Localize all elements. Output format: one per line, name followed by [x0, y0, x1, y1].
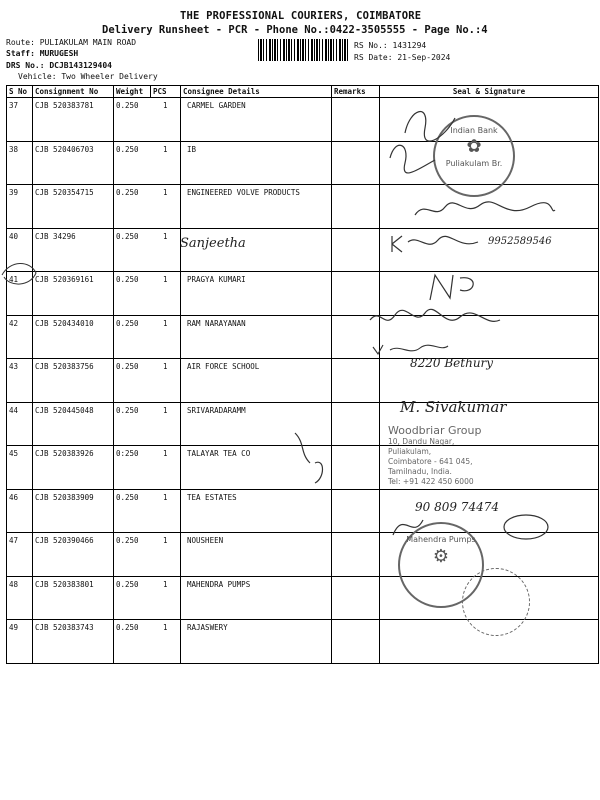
company-title: THE PROFESSIONAL COURIERS, COIMBATORE: [180, 10, 422, 22]
row-remarks: [332, 402, 380, 446]
table-row: [7, 315, 599, 359]
faint-round-stamp: [462, 568, 530, 636]
row-sno: 45: [7, 446, 33, 490]
pen-mark-row41: [0, 255, 40, 295]
row-remarks: [332, 576, 380, 620]
row-weight: 0.250: [114, 315, 151, 359]
row-weight: 0.250: [114, 98, 151, 142]
signature-row45-46: [290, 428, 335, 488]
route-label: Route: PULIAKULAM MAIN ROAD: [6, 38, 137, 47]
row-consignee-details: CARMEL GARDEN: [181, 98, 332, 142]
row-consignment-no: CJB 520383743: [33, 620, 114, 664]
row-consignee-details: ENGINEERED VOLVE PRODUCTS: [181, 185, 332, 229]
row-consignment-no: CJB 34296: [33, 228, 114, 272]
row-consignee-details: TEA ESTATES: [181, 489, 332, 533]
row-sno: 48: [7, 576, 33, 620]
row-sno: 41: [7, 272, 33, 316]
signature-row42: [365, 305, 505, 333]
row-consignment-no: CJB 520445048: [33, 402, 114, 446]
row-sno: 40: [7, 228, 33, 272]
signature-row40-name: Sanjeetha: [180, 236, 246, 251]
signature-row43-phone: 8220 Bethury: [410, 356, 494, 370]
row-pcs: 1: [151, 228, 181, 272]
row-weight: 0.250: [114, 359, 151, 403]
row-consignment-no: CJB 520383926: [33, 446, 114, 490]
row-remarks: [332, 359, 380, 403]
mahendra-stamp: Mahendra Pumps ⚙: [398, 522, 484, 608]
rs-number: RS No.: 1431294: [354, 41, 427, 50]
row-remarks: [332, 185, 380, 229]
row-weight: 0.250: [114, 489, 151, 533]
row-sno: 38: [7, 141, 33, 185]
staff-label: Staff: MURUGESH: [6, 49, 79, 58]
signature-row47-phone: 90 809 74474: [415, 500, 499, 514]
signature-row37-38: [385, 98, 465, 188]
row-consignee-details: RAJASWERY: [181, 620, 332, 664]
runsheet-title: Delivery Runsheet - PCR - Phone No.:0422-3505555 - Page No.:4: [102, 24, 488, 36]
row-remarks: [332, 620, 380, 664]
row-pcs: 1: [151, 185, 181, 229]
signature-row39: [410, 195, 560, 225]
row-weight: 0.250: [114, 272, 151, 316]
row-weight: 0.250: [114, 141, 151, 185]
row-consignee-details: NOUSHEEN: [181, 533, 332, 577]
row-pcs: 1: [151, 446, 181, 490]
signature-row40: [388, 232, 488, 256]
row-consignment-no: CJB 520383781: [33, 98, 114, 142]
signature-row44: M. Sivakumar: [400, 398, 507, 416]
table-row: [7, 272, 599, 316]
row-consignee-details: SRIVARADARAMM: [181, 402, 332, 446]
row-sno: 39: [7, 185, 33, 229]
row-weight: 0.250: [114, 576, 151, 620]
row-remarks: [332, 98, 380, 142]
row-remarks: [332, 489, 380, 533]
row-consignee-details: RAM NARAYANAN: [181, 315, 332, 359]
signature-row40-phone: 9952589546: [488, 236, 552, 247]
row-pcs: 1: [151, 141, 181, 185]
row-pcs: 1: [151, 576, 181, 620]
row-sno: 46: [7, 489, 33, 533]
row-weight: 0.250: [114, 402, 151, 446]
col-details: Consignee Details: [181, 86, 332, 98]
col-sno: S No: [7, 86, 33, 98]
row-consignee-details: TALAYAR TEA CO: [181, 446, 332, 490]
row-sno: 43: [7, 359, 33, 403]
row-sno: 42: [7, 315, 33, 359]
row-consignment-no: CJB 520390466: [33, 533, 114, 577]
row-remarks: [332, 228, 380, 272]
vehicle-label: Vehicle: Two Wheeler Delivery: [18, 72, 158, 81]
row-consignee-details: IB: [181, 141, 332, 185]
signature-row41: [425, 270, 485, 305]
col-weight: Weight: [114, 86, 151, 98]
row-pcs: 1: [151, 315, 181, 359]
row-consignment-no: CJB 520383801: [33, 576, 114, 620]
col-remarks: Remarks: [332, 86, 380, 98]
row-weight: 0.250: [114, 228, 151, 272]
table-header: [7, 86, 599, 98]
row-consignee-details: AIR FORCE SCHOOL: [181, 359, 332, 403]
rs-date: RS Date: 21-Sep-2024: [354, 53, 451, 62]
row-consignment-no: CJB 520383756: [33, 359, 114, 403]
row-pcs: 1: [151, 620, 181, 664]
row-remarks: [332, 533, 380, 577]
barcode-image: [258, 39, 350, 61]
row-pcs: 1: [151, 359, 181, 403]
table-row: [7, 359, 599, 403]
row-weight: 0.250: [114, 620, 151, 664]
row-consignment-no: CJB 520434010: [33, 315, 114, 359]
table-row: [7, 228, 599, 272]
row-remarks: [332, 446, 380, 490]
row-sno: 37: [7, 98, 33, 142]
row-consignment-no: CJB 520354715: [33, 185, 114, 229]
row-sno: 49: [7, 620, 33, 664]
col-consignment: Consignment No: [33, 86, 114, 98]
row-weight: 0:250: [114, 446, 151, 490]
row-sno: 47: [7, 533, 33, 577]
row-pcs: 1: [151, 533, 181, 577]
woodbriar-stamp: Woodbriar Group 10, Dandu Nagar, Puliakulam, Coimbatore - 641 045, Tamilnadu, India. Tel: +91 422 450 6000: [388, 424, 482, 486]
row-consignment-no: CJB 520406703: [33, 141, 114, 185]
row-weight: 0.250: [114, 533, 151, 577]
row-pcs: 1: [151, 272, 181, 316]
row-remarks: [332, 141, 380, 185]
row-consignee-details: PRAGYA KUMARI: [181, 272, 332, 316]
row-pcs: 1: [151, 98, 181, 142]
col-pcs: PCS: [151, 86, 181, 98]
row-consignee-details: MAHENDRA PUMPS: [181, 576, 332, 620]
row-weight: 0.250: [114, 185, 151, 229]
col-seal: Seal & Signature: [380, 86, 599, 98]
row-pcs: 1: [151, 489, 181, 533]
row-consignment-no: CJB 520383909: [33, 489, 114, 533]
drs-number: DRS No.: DCJB143129404: [6, 61, 112, 70]
row-pcs: 1: [151, 402, 181, 446]
indian-bank-stamp: Indian Bank ✿ Puliakulam Br.: [433, 115, 515, 197]
row-sno: 44: [7, 402, 33, 446]
row-consignment-no: CJB 520369161: [33, 272, 114, 316]
